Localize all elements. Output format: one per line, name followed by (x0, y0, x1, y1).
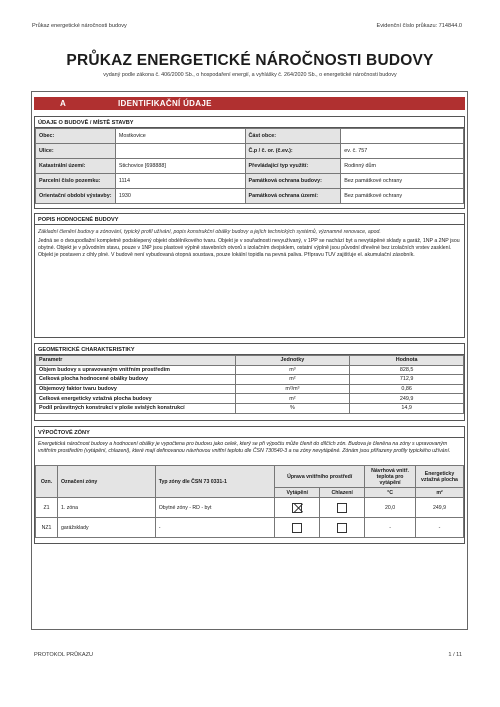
zones-col-area: Energeticky vztažná plocha (416, 466, 464, 488)
geometry-value: 828,5 (350, 365, 464, 375)
value-parcela: 1114 (115, 174, 245, 189)
geometry-heading: GEOMETRICKÉ CHARAKTERISTIKY (35, 344, 464, 355)
zone-ozn: NZ1 (36, 518, 58, 538)
geometry-value: 712,9 (350, 375, 464, 385)
zone-heating-cell (275, 498, 320, 518)
zone-type: Obytné zóny - RD - byt (155, 498, 275, 518)
footer-protocol-label: PROTOKOL PRŮKAZU (34, 652, 94, 658)
cooling-checkbox[interactable] (337, 503, 347, 513)
geometry-col-param: Parametr (36, 356, 236, 366)
value-obdobi: 1930 (115, 189, 245, 204)
table-row (36, 498, 464, 518)
table-row (36, 375, 464, 385)
geometry-col-unit: Jednotky (235, 356, 350, 366)
geometry-value: 0,86 (350, 384, 464, 394)
building-info-section (34, 116, 465, 209)
label-cast-obce: Část obce: (245, 129, 341, 144)
zone-cooling-cell (320, 498, 365, 518)
table-row (36, 365, 464, 375)
description-heading: POPIS HODNOCENÉ BUDOVY (35, 214, 464, 225)
zones-col-heating: Vytápění (275, 488, 320, 498)
value-ulice (115, 144, 245, 159)
geometry-unit: m² (235, 394, 350, 404)
geometry-col-value: Hodnota (350, 356, 464, 366)
zone-ozn: Z1 (36, 498, 58, 518)
label-obdobi: Orientační období výstavby: (36, 189, 116, 204)
label-vyuziti: Převládající typ využití: (245, 159, 341, 174)
geometry-param: Celková plocha hodnocené obálky budovy (36, 375, 236, 385)
label-katastr: Katastrální území: (36, 159, 116, 174)
footer-page-number: 1 / 11 (448, 652, 462, 658)
geometry-table (35, 355, 464, 414)
header-document-name: Průkaz energetické náročnosti budovy (32, 23, 127, 29)
description-note: Základní členění budovy a zónování, typický profil užívání, popis konstrukční obálky budovy a jejích technických systémů, významné renovace, apod. (38, 229, 381, 235)
zones-col-type: Typ zóny dle ČSN 73 0331-1 (155, 466, 275, 498)
zone-temp: 20,0 (365, 498, 416, 518)
geometry-unit: m²/m³ (235, 384, 350, 394)
header-certificate-number: Evidenční číslo průkazu: 714844.0 (376, 23, 462, 29)
geometry-param: Objem budovy s upravovaným vnitřním prostředím (36, 365, 236, 375)
section-a-banner (34, 97, 465, 110)
zone-name: 1. zóna (57, 498, 155, 518)
table-row (36, 403, 464, 413)
zones-col-ozn: Ozn. (36, 466, 58, 498)
zones-intro: Energetická náročnost budovy a hodnocení obálky je vypočtena pro budovu jako celek, který se při výpočtu může členit do dílčích zón. Budova je členěna na zóny s upravovaným vnitřním prostředím (vytápění, chlazení), které mají definovanou návrhovou vnitřní teplotu dle ČSN 730540-3 a na zóny nevytápěné. Zónám jsou přiřazeny profily typického užívání. (38, 441, 451, 454)
zones-col-cooling: Chlazení (320, 488, 365, 498)
geometry-unit: m² (235, 375, 350, 385)
section-name: IDENTIFIKAČNÍ ÚDAJE (118, 99, 212, 108)
label-parcela: Parcelní číslo pozemku: (36, 174, 116, 189)
zones-col-name: Označení zóny (57, 466, 155, 498)
label-obec: Obec: (36, 129, 116, 144)
zone-cooling-cell (320, 518, 365, 538)
geometry-section (34, 343, 465, 421)
value-ochrana-uzemi: Bez památkové ochrany (341, 189, 464, 204)
geometry-param: Objemový faktor tvaru budovy (36, 384, 236, 394)
value-cp: ev. č. 757 (341, 144, 464, 159)
zone-area: 249,9 (416, 498, 464, 518)
building-description-section (34, 213, 465, 338)
label-ulice: Ulice: (36, 144, 116, 159)
table-row (36, 394, 464, 404)
description-text: Jedná se o dvoupodlažní kompletně podsklepený objekt obdélníkového tvaru. Objekt je v souřadnosti nevyužívaný, v 1PP se nachází byt a nevytápěné sklady a garáž, 1NP a 2NP jsou obytné. Objekt je v původním stavu, pouze v 1NP jsou plastové výplně stavebních otvorů s izolačním dvojsklem, ostatní výplně jsou původní dřevěné bez izolačních vrstev zasklení. Objekt je postaven z cihly plné. V budově není vybudovaná otopná soustava, pouze lokální topidla na pevná paliva. Přípravu TUV zajišťuje el. akumulační zásobník. (38, 238, 460, 259)
value-ochrana-budovy: Bez památkové ochrany (341, 174, 464, 189)
geometry-value: 14,9 (350, 403, 464, 413)
zone-heating-cell (275, 518, 320, 538)
value-obec: Mostkovice (115, 129, 245, 144)
zones-heading: VÝPOČTOVÉ ZÓNY (35, 427, 464, 438)
page-subtitle: vydaný podle zákona č. 406/2000 Sb., o hospodaření energií, a vyhlášky č. 264/2020 Sb., o energetické náročnosti budovy (103, 72, 397, 78)
zones-col-area-unit: m² (416, 488, 464, 498)
heating-checkbox-checked[interactable] (292, 503, 302, 513)
page-title: PRŮKAZ ENERGETICKÉ NÁROČNOSTI BUDOVY (66, 52, 434, 69)
value-cast-obce (341, 129, 464, 144)
zones-col-temp: Návrhová vnitř. teplota pro vytápění (365, 466, 416, 488)
zones-section (34, 426, 465, 544)
building-info-table (35, 128, 464, 204)
table-row (36, 518, 464, 538)
zones-table (35, 465, 464, 538)
zone-type: - (155, 518, 275, 538)
zone-name: garážsklady (57, 518, 155, 538)
cooling-checkbox[interactable] (337, 523, 347, 533)
label-cp: Č.p / č. or. (č.ev.): (245, 144, 341, 159)
label-ochrana-uzemi: Památková ochrana území: (245, 189, 341, 204)
zone-temp: - (365, 518, 416, 538)
table-row (36, 384, 464, 394)
geometry-unit: % (235, 403, 350, 413)
geometry-unit: m³ (235, 365, 350, 375)
zones-col-temp-unit: °C (365, 488, 416, 498)
building-info-heading: ÚDAJE O BUDOVĚ / MÍSTĚ STAVBY (35, 117, 464, 128)
zones-col-environment: Úprava vnitřního prostředí (275, 466, 365, 488)
geometry-param: Celková energeticky vztažná plocha budovy (36, 394, 236, 404)
value-katastr: Stichovice [698888] (115, 159, 245, 174)
zone-area: - (416, 518, 464, 538)
section-letter: A (60, 99, 66, 108)
value-vyuziti: Rodinný dům (341, 159, 464, 174)
label-ochrana-budovy: Památková ochrana budovy: (245, 174, 341, 189)
geometry-value: 249,9 (350, 394, 464, 404)
geometry-param: Podíl průsvitných konstrukcí v ploše svislých konstrukcí (36, 403, 236, 413)
heating-checkbox[interactable] (292, 523, 302, 533)
